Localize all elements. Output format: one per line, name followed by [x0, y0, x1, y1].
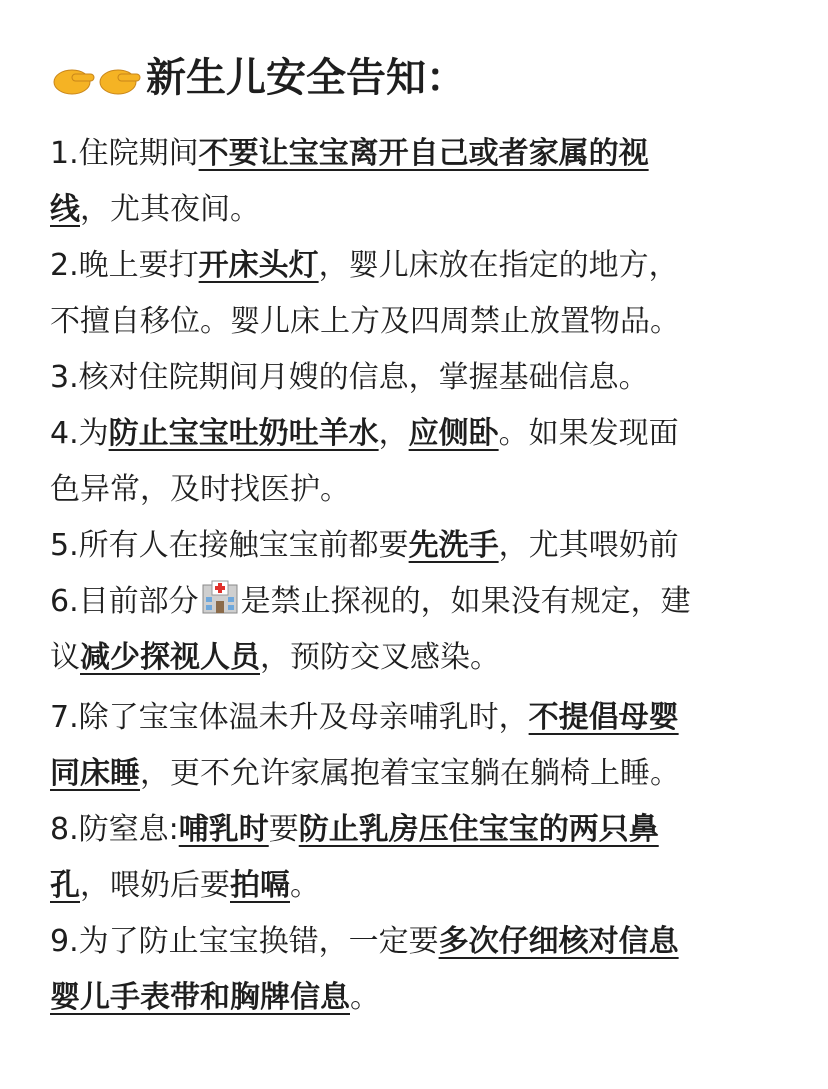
emphasis-text: 减少探视人员: [80, 640, 260, 675]
emphasis-text: 开床头灯: [198, 248, 319, 283]
notice-item-8-line-1: 8.防窒息:哺乳时要防止乳房压住宝宝的两只鼻: [50, 812, 659, 847]
emphasis-text: 多次仔细核对信息: [438, 924, 679, 959]
emphasis-text: 防止宝宝吐奶吐羊水: [108, 416, 379, 451]
emphasis-text: 不提倡母婴: [528, 700, 679, 735]
notice-item-4-line-1: 4.为防止宝宝吐奶吐羊水，应侧卧。如果发现面: [50, 416, 679, 451]
title-text: 新生儿安全告知：: [146, 55, 466, 101]
notice-item-1-line-1: 1.住院期间不要让宝宝离开自己或者家属的视: [50, 136, 649, 171]
page-title: [50, 56, 466, 100]
notice-item-7-line-2: 同床睡，更不允许家属抱着宝宝躺在躺椅上睡。: [50, 756, 680, 791]
emphasis-text: 先洗手: [408, 528, 499, 563]
emphasis-text: 不要让宝宝离开自己或者家属的视: [198, 136, 649, 171]
emphasis-text: 应侧卧: [408, 416, 499, 451]
emphasis-text: 孔: [50, 868, 80, 903]
emphasis-text: 线: [50, 192, 80, 227]
emphasis-text: 防止乳房压住宝宝的两只鼻: [298, 812, 659, 847]
notice-item-6-line-2: 议减少探视人员，预防交叉感染。: [50, 640, 500, 675]
hospital-icon: [201, 578, 239, 634]
notice-item-2-line-2: 不擅自移位。婴儿床上方及四周禁止放置物品。: [50, 304, 680, 339]
notice-item-9-line-2: 婴儿手表带和胸牌信息。: [50, 980, 380, 1015]
notice-item-9-line-1: 9.为了防止宝宝换错，一定要多次仔细核对信息: [50, 924, 679, 959]
notice-item-4-line-2: 色异常，及时找医护。: [50, 472, 350, 507]
notice-item-1-line-2: 线，尤其夜间。: [50, 192, 260, 227]
notice-item-7-line-1: 7.除了宝宝体温未升及母亲哺乳时，不提倡母婴: [50, 700, 679, 735]
backhand-index-pointing-right-icon: [50, 56, 142, 100]
emphasis-text: 拍嗝: [230, 868, 290, 903]
emphasis-text: 同床睡: [50, 756, 140, 791]
notice-item-5-line-1: 5.所有人在接触宝宝前都要先洗手，尤其喂奶前: [50, 528, 679, 563]
emphasis-text: 哺乳时: [178, 812, 269, 847]
notice-item-3-line-1: 3.核对住院期间月嫂的信息，掌握基础信息。: [50, 360, 649, 395]
notice-item-8-line-2: 孔，喂奶后要拍嗝。: [50, 868, 320, 903]
emphasis-text: 婴儿手表带和胸牌信息: [50, 980, 350, 1015]
notice-item-6-line-1: 6.目前部分 是禁止探视的，如果没有规定，建: [50, 574, 691, 634]
notice-item-2-line-1: 2.晚上要打开床头灯，婴儿床放在指定的地方，: [50, 248, 679, 283]
